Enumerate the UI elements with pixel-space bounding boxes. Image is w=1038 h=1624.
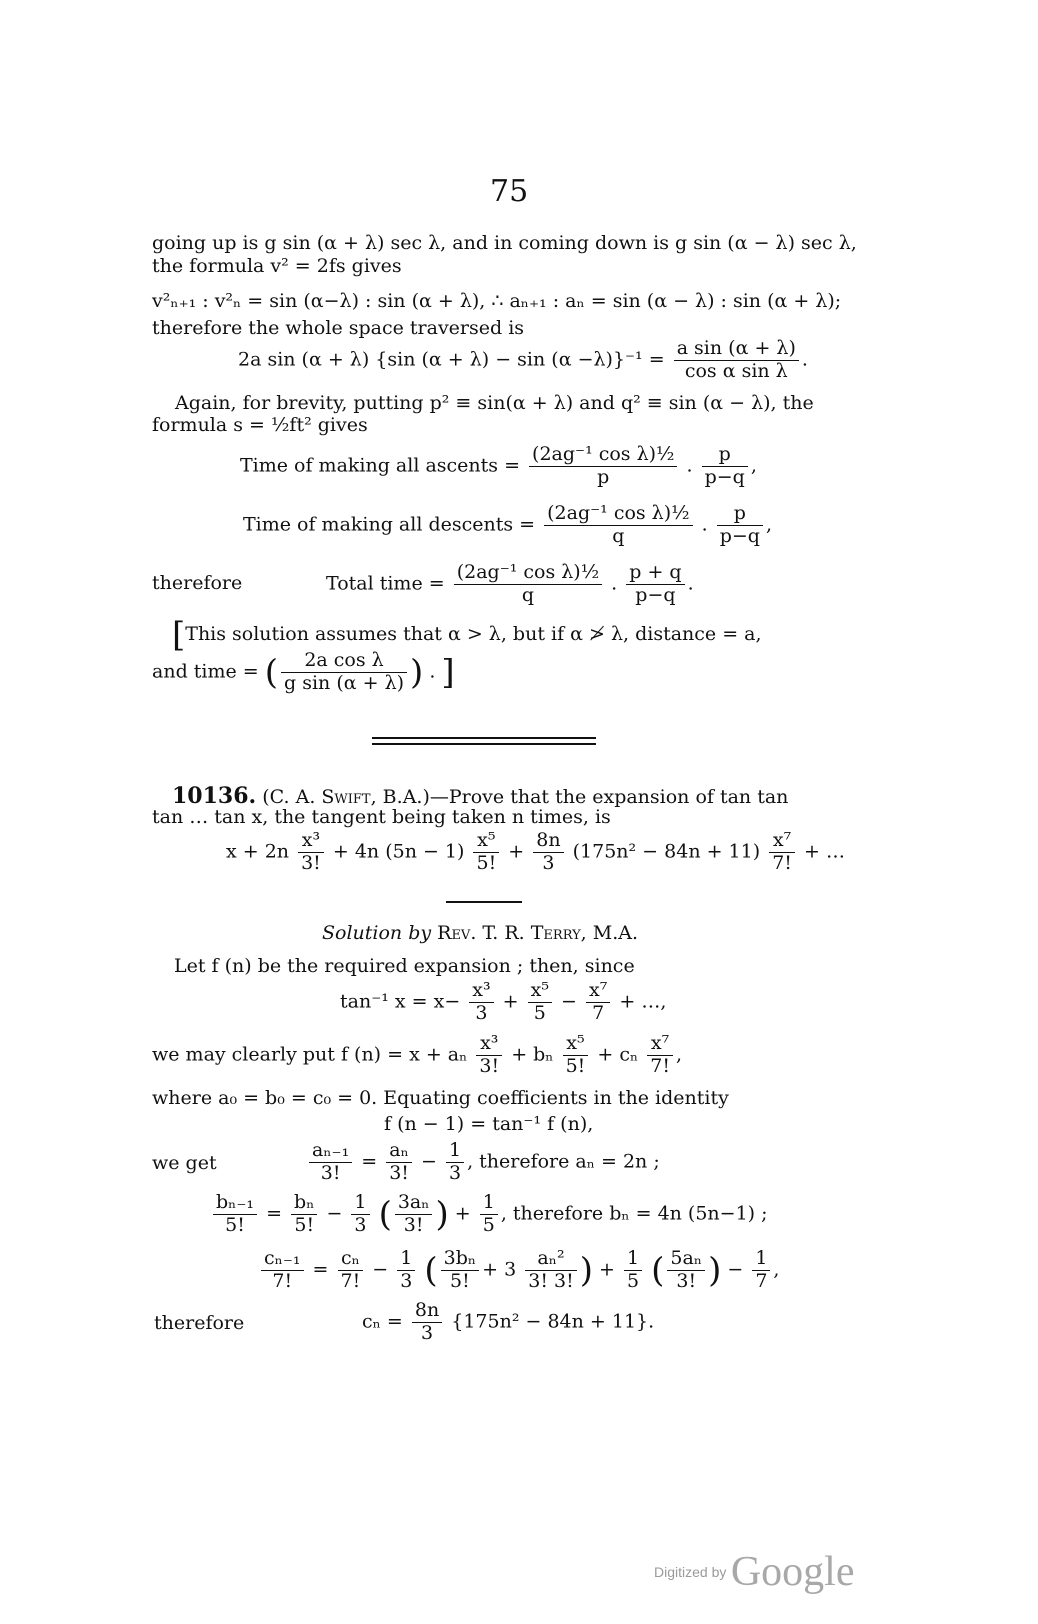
text-therefore: therefore xyxy=(154,1312,245,1334)
equation-descents: Time of making all descents = $\frac{\text{(2ag⁻¹ cos λ)½}}{q}$ . $\frac{p}{p-q}$ , xyxy=(243,502,772,547)
watermark: Digitized by Google xyxy=(654,1549,855,1595)
page-number: 75 xyxy=(490,174,529,209)
equation-ascents: Time of making all ascents = $\frac{\text{(2ag⁻¹ cos λ)½}}{p}$ . $\frac{p}{p-q}$ , xyxy=(240,443,757,488)
text-line: Again, for brevity, putting p² ≡ sin(α + λ) and q² ≡ sin (α − λ), the xyxy=(175,392,814,414)
equation-total: Total time = $\frac{\text{(2ag⁻¹ cos λ)½}}{q}$ . $\frac{p + q}{p-q}$ . xyxy=(326,561,694,606)
solution-heading: Solution by Rev. T. R. Terry, M.A. xyxy=(322,922,639,944)
equation-a: $\frac{\text{aₙ₋₁}}{3!}$ = $\frac{\text{aₙ}}{3!}$ − $\frac{1}{3}$ , therefore aₙ = 2n ; xyxy=(306,1140,660,1185)
equation-put: we may clearly put f (n) = x + aₙ $\frac{\text{x³}}{3!}$ + bₙ $\frac{\text{x⁵}}{5!}$ + cₙ $\frac{\text{x⁷}}{7!}$ , xyxy=(152,1032,683,1077)
text-line: where a₀ = b₀ = c₀ = 0. Equating coefficients in the identity xyxy=(152,1087,729,1109)
text-line: the formula v² = 2fs gives xyxy=(152,255,402,277)
equation-identity: f (n − 1) = tan⁻¹ f (n), xyxy=(384,1113,594,1135)
equation-b: $\frac{\text{bₙ₋₁}}{5!}$ = $\frac{\text{bₙ}}{5!}$ − $\frac{1}{3}$ ( $\frac{\text{3aₙ}}{3!}$ ) + $\frac{1}{5}$ , therefore bₙ = 4n (5n−1) ; xyxy=(210,1192,768,1237)
text-line: therefore the whole space traversed is xyxy=(152,317,525,339)
google-logo: Google xyxy=(730,1549,855,1595)
text-weget: we get xyxy=(152,1152,217,1174)
text-therefore: therefore xyxy=(152,572,243,594)
divider xyxy=(372,743,596,745)
equation-arctan: tan⁻¹ x = x− $\frac{\text{x³}}{3}$ + $\frac{\text{x⁵}}{5}$ − $\frac{\text{x⁷}}{7}$ + …, xyxy=(340,979,667,1024)
text-line: going up is g sin (α + λ) sec λ, and in coming down is g sin (α − λ) sec λ, xyxy=(152,232,857,254)
problem-line: 10136. (C. A. Swift, B.A.)—Prove that the expansion of tan tan xyxy=(172,783,789,809)
equation-cn: cₙ = $\frac{8n}{3}$ {175n² − 84n + 11}. xyxy=(362,1299,655,1344)
divider xyxy=(446,901,522,903)
note-line: [This solution assumes that α > λ, but if α ≯ λ, distance = a, xyxy=(172,615,762,655)
text-line: v²ₙ₊₁ : v²ₙ = sin (α−λ) : sin (α + λ), ∴ aₙ₊₁ : aₙ = sin (α − λ) : sin (α + λ); xyxy=(152,290,842,312)
note-line: and time = ( $\frac{\text{2a cos λ}}{\text{g sin (α + λ)}}$ ) . ] xyxy=(152,649,455,694)
text-line: tan … tan x, the tangent being taken n times, is xyxy=(152,806,611,828)
text-line: formula s = ½ft² gives xyxy=(152,414,368,436)
fraction: $\frac{\text{a sin (α + λ)}}{\text{cos α sin λ}}$ xyxy=(674,338,799,383)
text-line: Let f (n) be the required expansion ; then, since xyxy=(174,955,635,977)
equation-space: 2a sin (α + λ) {sin (α + λ) − sin (α −λ)}⁻¹ = $\frac{\text{a sin (α + λ)}}{\text{cos α sin λ}}$ . xyxy=(238,337,808,382)
equation-expansion: x + 2n $\frac{\text{x³}}{3!}$ + 4n (5n − 1) $\frac{\text{x⁵}}{5!}$ + $\frac{8n}{3}$ (175n² − 84n + 11) $\frac{\text{x⁷}}{7!}$ + … xyxy=(226,829,845,874)
divider xyxy=(372,737,596,739)
equation-c: $\frac{\text{cₙ₋₁}}{7!}$ = $\frac{\text{cₙ}}{7!}$ − $\frac{1}{3}$ ( $\frac{\text{3bₙ}}{5!}$ + 3 $\frac{\text{aₙ²}}{3! 3!}$ ) + $\frac{1}{5}$ ( $\frac{\text{5aₙ}}{3!}$ ) − $\frac{1}{7}$ , xyxy=(258,1248,779,1293)
